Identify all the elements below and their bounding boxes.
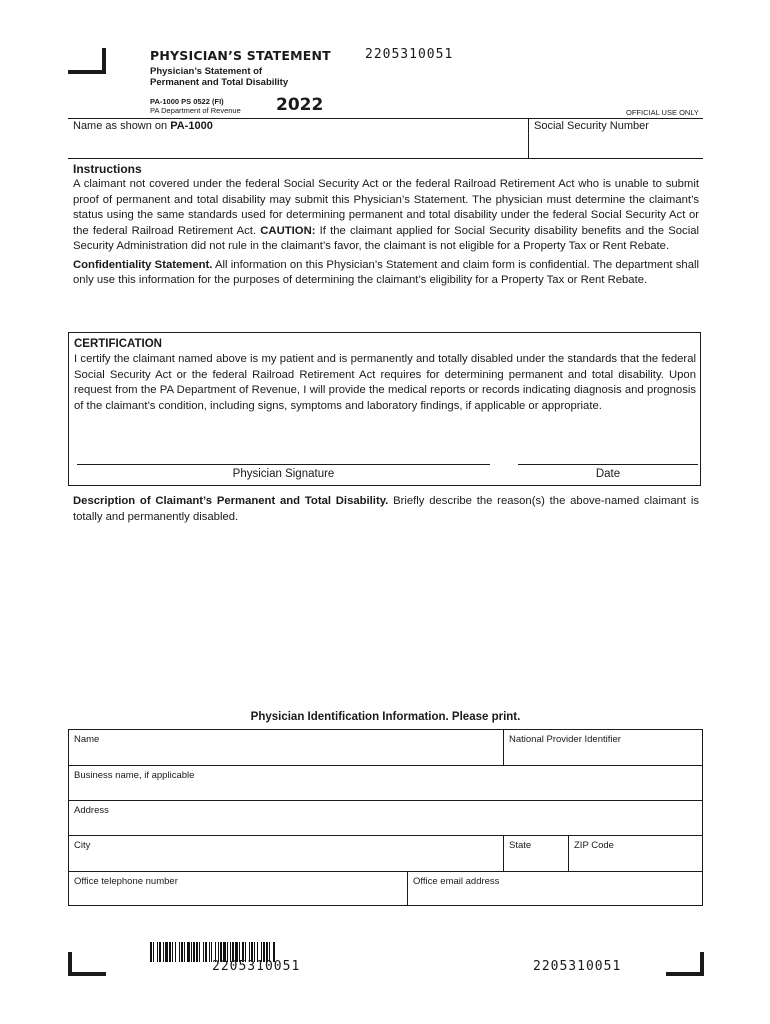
zip-field[interactable] xyxy=(569,836,702,871)
state-label: State xyxy=(509,840,532,851)
barcode-number: 2205310051 xyxy=(212,959,301,974)
description-heading: Description of Claimant’s Permanent and Total Disability. xyxy=(73,495,389,507)
caution-label: CAUTION: xyxy=(260,224,316,237)
form-id: PA-1000 PS 0522 (FI) xyxy=(150,97,224,106)
registration-mark-bottom-left xyxy=(68,952,106,976)
official-use-label: OFFICIAL USE ONLY xyxy=(626,108,699,117)
form-subtitle xyxy=(150,66,288,88)
npi-label: National Provider Identifier xyxy=(509,734,621,745)
date-label: Date xyxy=(595,468,621,480)
npi-field[interactable] xyxy=(504,730,702,765)
description-area[interactable] xyxy=(73,530,699,700)
claimant-top-rule xyxy=(68,118,703,119)
physician-info-table xyxy=(68,729,703,906)
certification-text: I certify the claimant named above is my patient and is permanently and totally disabled under the standards that the federal Social Security Act or the federal Railroad Retirement Act requires for determining permanent and total disability. Upon request from the PA Department of Revenue, I will provide the medical reports or records indicating diagnosis and prognosis of the claimant’s condition, including signs, symptoms and laboratory findings, if applicable or appropriate. xyxy=(74,353,696,412)
description-text: Briefly describe the reason(s) the above-named claimant is totally and permanently disabled. xyxy=(73,495,699,523)
signature-line[interactable] xyxy=(77,464,490,465)
claimant-name-form: PA-1000 xyxy=(170,120,213,132)
description-section xyxy=(73,494,699,525)
confidentiality-heading: Confidentiality Statement. xyxy=(73,258,213,271)
physician-name-field[interactable] xyxy=(69,730,503,765)
instructions-section xyxy=(73,162,699,289)
zip-label: ZIP Code xyxy=(574,840,614,851)
claimant-bottom-rule xyxy=(68,158,703,159)
tax-year: 2022 xyxy=(276,95,324,115)
certification-heading: CERTIFICATION xyxy=(74,338,162,350)
certification-box xyxy=(68,332,701,486)
claimant-name-label: Name as shown on xyxy=(73,120,171,132)
physician-info-heading: Physician Identification Information. Please print. xyxy=(250,711,521,723)
business-name-field[interactable] xyxy=(69,766,702,800)
physician-name-label: Name xyxy=(74,734,100,745)
instructions-text-1: A claimant not covered under the federal Social Security Act or the federal Railroad Retirement Act who is unable to submit proof of permanent and total disability may submit this Physician’s Statement. The physician must determine the claimant’s status using the same standards used for determining permanent and total disability under the federal Social Security Act or the federal Railroad Retirement Act. xyxy=(73,178,699,237)
instructions-heading: Instructions xyxy=(73,162,142,176)
form-title: PHYSICIAN’S STATEMENT xyxy=(150,48,331,63)
registration-mark-bottom-right xyxy=(666,952,704,976)
phone-label: Office telephone number xyxy=(74,876,178,887)
phone-field[interactable] xyxy=(69,872,407,906)
form-code-bottom: 2205310051 xyxy=(533,959,622,974)
state-field[interactable] xyxy=(504,836,568,871)
email-label: Office email address xyxy=(413,876,500,887)
department-name: PA Department of Revenue xyxy=(150,106,241,115)
claimant-name-field[interactable] xyxy=(73,120,523,158)
ssn-field[interactable] xyxy=(534,120,699,158)
claimant-divider xyxy=(528,118,529,158)
form-id-block xyxy=(150,97,241,115)
confidentiality-body: All information on this Physician’s Statement and claim form is confidential. The department shall only use this information for the purposes of determining the claimant’s eligibility for a Property Tax or Rent Rebate. xyxy=(73,258,700,286)
business-name-label: Business name, if applicable xyxy=(74,770,195,781)
ssn-label: Social Security Number xyxy=(534,120,649,132)
instructions-text xyxy=(73,177,699,255)
instructions-text-2: If the claimant applied for Social Security disability benefits and the Social Security Administration did not rule in the claimant’s favor, the claimant is not eligible for a Property Tax or Rent Rebate. xyxy=(73,224,699,252)
registration-mark-top-left xyxy=(68,48,106,74)
city-field[interactable] xyxy=(69,836,503,871)
email-field[interactable] xyxy=(408,872,702,906)
signature-label: Physician Signature xyxy=(232,468,335,480)
subtitle-line-2: Permanent and Total Disability xyxy=(150,77,289,88)
form-code-top: 2205310051 xyxy=(365,47,454,62)
date-line[interactable] xyxy=(518,464,698,465)
address-field[interactable] xyxy=(69,801,702,835)
address-label: Address xyxy=(74,805,109,816)
city-label: City xyxy=(74,840,91,851)
confidentiality-text xyxy=(73,258,699,289)
subtitle-line-1: Physician’s Statement of xyxy=(150,66,263,77)
